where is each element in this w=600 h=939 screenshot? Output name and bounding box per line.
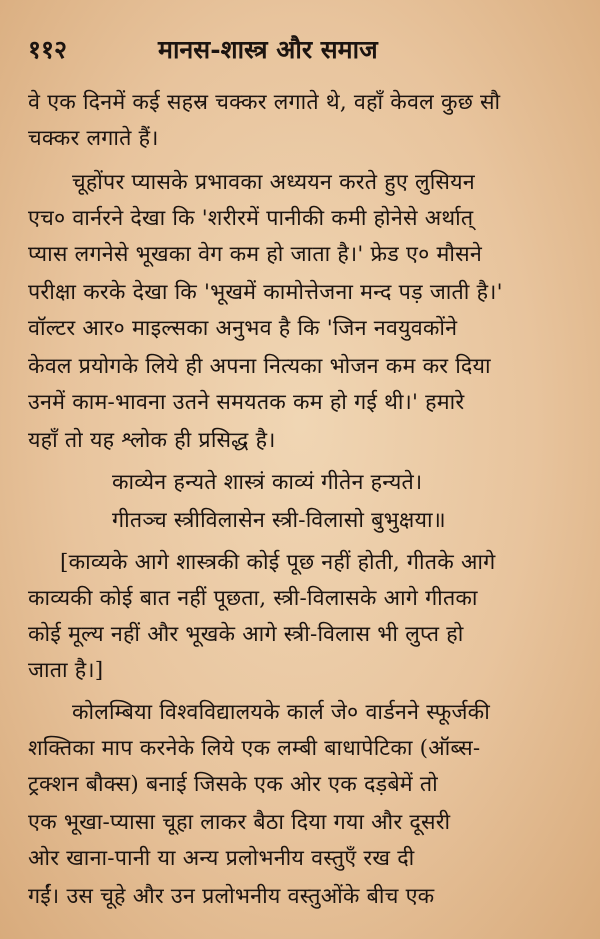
page-number: ११२ <box>28 35 68 64</box>
text-line: गईं। उस चूहे और उन प्रलोभनीय वस्तुओंके बीच एक <box>28 884 435 909</box>
text-line: एक भूखा-प्यासा चूहा लाकर बैठा दिया गया और दूसरी <box>28 810 451 835</box>
verse-line: गीतञ्च स्त्रीविलासेन स्त्री-विलासो बुभुक्षया॥ <box>112 508 446 533</box>
text-line: परीक्षा करके देखा कि 'भूखमें कामोत्तेजना मन्द पड़ जाती है।' <box>28 280 503 305</box>
text-line: उनमें काम-भावना उतने समयतक कम हो गई थी।' हमारे <box>28 390 465 415</box>
text-line: चूहोंपर प्यासके प्रभावका अध्ययन करते हुए लुसियन <box>72 170 475 195</box>
text-line: केवल प्रयोगके लिये ही अपना नित्यका भोजन कम कर दिया <box>28 354 491 379</box>
text-line: काव्यकी कोई बात नहीं पूछता, स्त्री-विलासके आगे गीतका <box>28 586 478 611</box>
text-line: [काव्यके आगे शास्त्रकी कोई पूछ नहीं होती, गीतके आगे <box>60 550 496 575</box>
page-header <box>28 28 588 68</box>
text-line: यहाँ तो यह श्लोक ही प्रसिद्ध है। <box>28 428 276 453</box>
text-line: कोलम्बिया विश्वविद्यालयके कार्ल जे० वार्डनने स्फूर्जकी <box>72 700 490 725</box>
verse-line: काव्येन हन्यते शास्त्रं काव्यं गीतेन हन्यते। <box>112 470 423 495</box>
text-line: वे एक दिनमें कई सहस्र चक्कर लगाते थे, वहाँ केवल कुछ सौ <box>28 90 501 115</box>
text-line: जाता है।] <box>28 658 104 683</box>
text-line: ओर खाना-पानी या अन्य प्रलोभनीय वस्तुएँ रख दी <box>28 846 415 871</box>
text-line: वॉल्टर आर० माइल्सका अनुभव है कि 'जिन नवयुवकोंने <box>28 316 458 341</box>
text-line: चक्कर लगाते हैं। <box>28 126 159 151</box>
text-line: शक्तिका माप करनेके लिये एक लम्बी बाधापेटिका (ऑब्स- <box>28 736 481 761</box>
text-line: एच० वार्नरने देखा कि 'शरीरमें पानीकी कमी होनेसे अर्थात् <box>28 206 474 231</box>
text-line: कोई मूल्य नहीं और भूखके आगे स्त्री-विलास भी लुप्त हो <box>28 622 464 647</box>
running-title: मानस-शास्त्र और समाज <box>158 35 378 64</box>
text-line: प्यास लगनेसे भूखका वेग कम हो जाता है।' फ्रेड ए० मौसने <box>28 242 482 267</box>
text-line: ट्रक्शन बौक्स) बनाई जिसके एक ओर एक दड़बेमें तो <box>28 772 438 797</box>
